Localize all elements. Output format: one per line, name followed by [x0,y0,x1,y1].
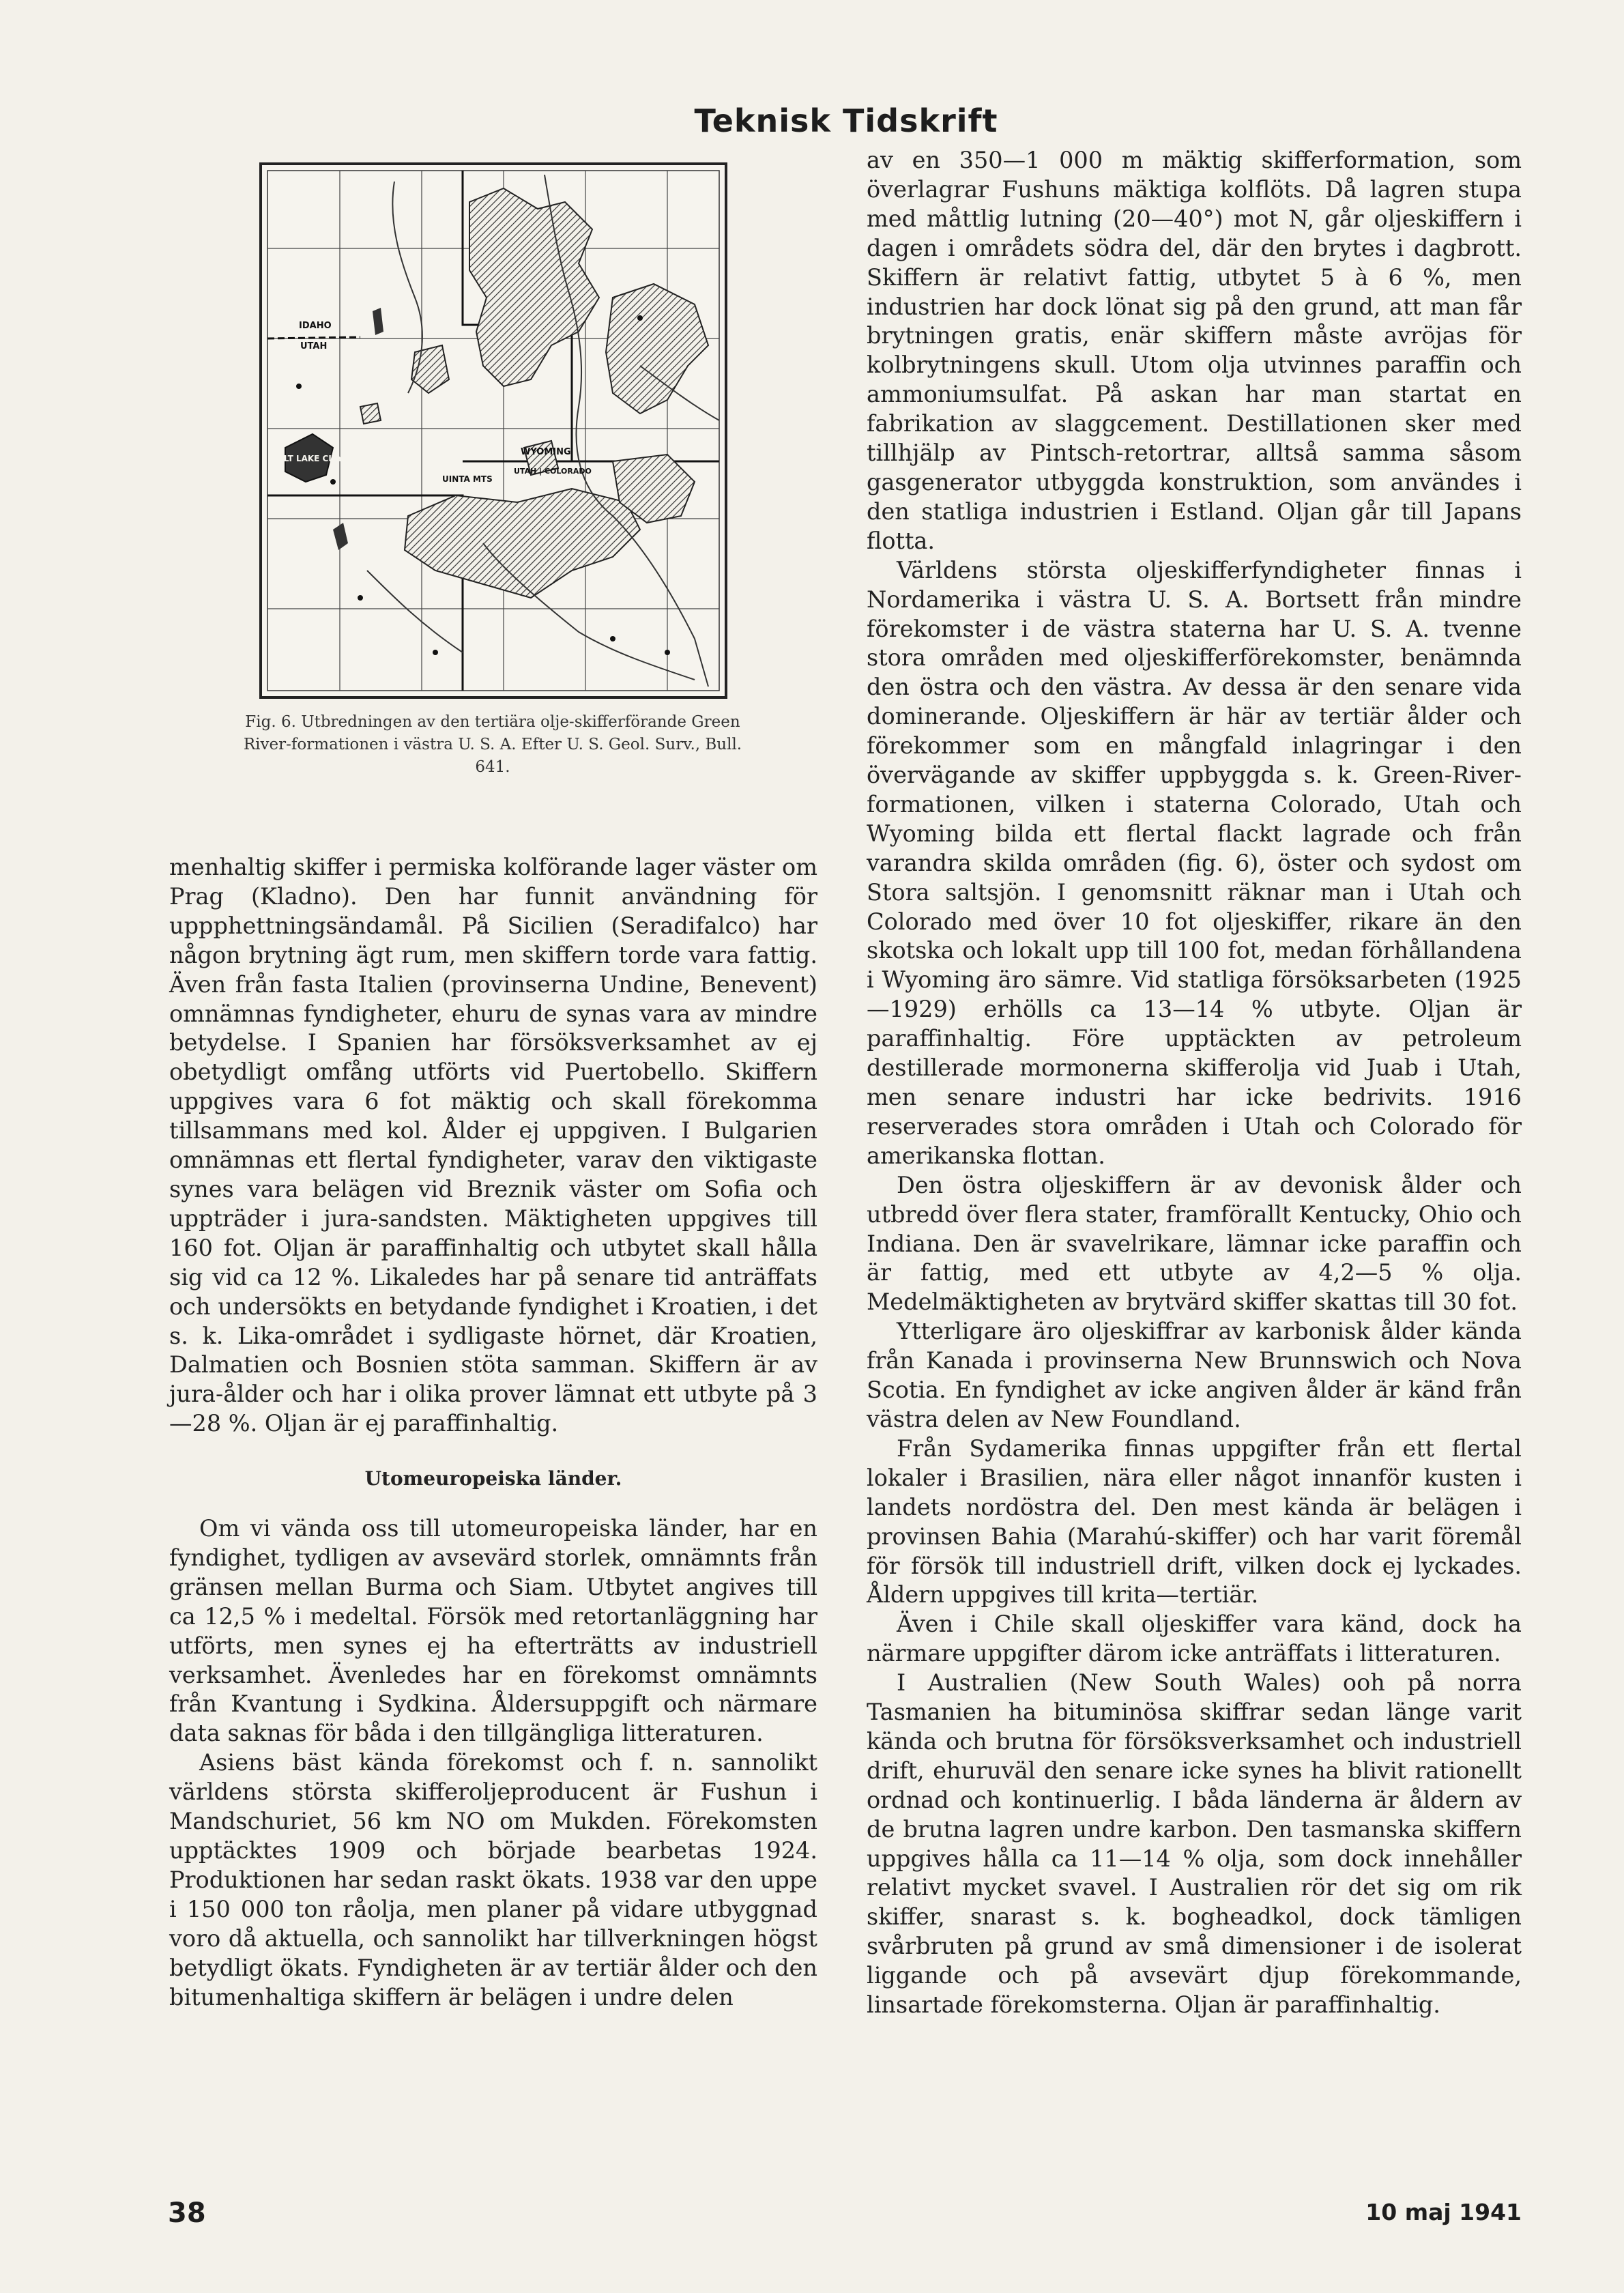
issue-date: 10 maj 1941 [1365,2199,1522,2225]
map-label-salt-lake: SALT LAKE CITY [272,454,343,463]
map-figure-svg [258,161,729,700]
paragraph: Asiens bäst kända förekomst och f. n. sannolikt världens största skifferoljeproducent är Fushun i Mandschuriet, 56 km NO om Mukden. Förekomsten upptäcktes 1909 och började bearbetas 1924. Produktionen har sedan raskt ökats. 1938 var den uppe i 150 000 ton råolja, men planer på vidare utbyggnad voro då aktuella, och sannolikt har tillverkningen högst betydligt ökats. Fyndigheten är av tertiär ålder och den bitumenhaltiga skiffern är belägen i undre delen [169,1749,817,2010]
paragraph: I Australien (New South Wales) ooh på norra Tasmanien ha bituminösa skiffrar sedan länge varit kända och brutna för försöksverksamhet och industriell drift, ehuruväl den senare icke synes ha blivit rationellt ordnad och kontinuerlig. I båda länderna är åldern av de brutna lagren undre karbon. Den tasmanska skiffern uppgives hålla ca 11—14 % olja, som dock innehåller relativt mycket svavel. I Australien rör det sig om rik skiffer, snarast s. k. bogheadkol, dock tämligen svårbruten på grund av små dimensioner i de isolerat liggande och på avsevärt djup förekommande, linsartade förekomsterna. Oljan är paraffinhaltig. [867,1669,1522,2019]
map-label-uinta: UINTA MTS [442,474,493,484]
map-label-utah-north: UTAH [300,341,328,351]
right-column [867,146,1522,2020]
paragraph: menhaltig skiffer i permiska kolförande lager väster om Prag (Kladno). Den har funnit användning för uppphettningsändamål. På Sicilien (Seradifalco) har någon brytning ägt rum, men skiffern torde vara fattig. Även från fasta Italien (provinserna Undine, Benevent) omnämnas fyndigheter, ehuru de synas vara av mindre betydelse. I Spanien har försöksverksamhet av ej obetydligt omfång utförts vid Puertobello. Skiffern uppgives vara 6 fot mäktig och skall förekomma tillsammans med kol. Ålder ej uppgiven. I Bulgarien omnämnas ett flertal fyndigheter, varav den viktigaste synes vara belägen vid Breznik väster om Sofia och uppträder i jura-sandsten. Mäktigheten uppgives till 160 fot. Oljan är paraffinhaltig och utbytet skall hålla sig vid ca 12 %. Likaledes har på senare tid anträffats och undersökts en betydande fyndighet i Kroatien, i det s. k. Lika-området i sydligaste hörnet, där Kroatien, Dalmatien och Bosnien stöta samman. Skiffern är av jura-ålder och har i olika prover lämnat ett utbyte på 3—28 %. Oljan är ej paraffinhaltig. [169,854,817,1437]
paragraph: Ytterligare äro oljeskiffrar av karbonisk ålder kända från Kanada i provinserna New Brunnswich och Nova Scotia. En fyndighet av icke angiven ålder är känd från västra delen av New Foundland. [867,1318,1522,1432]
paragraph: Från Sydamerika finnas uppgifter från ett flertal lokaler i Brasilien, nära eller något innanför kusten i landets nordöstra del. Den mest kända är belägen i provinsen Bahia (Marahú-skiffer) och har varit föremål för försök till industriell drift, vilken dock ej lyckades. Åldern uppgives till krita—tertiär. [867,1434,1522,1609]
figure-caption-text: Fig. 6. Utbredningen av den tertiära olje-skifferförande Green River-formationen i västra U. S. A. Efter U. S. Geol. Surv., Bull. 641. [243,713,742,776]
left-column [169,853,817,2012]
map-label-idaho: IDAHO [299,321,332,331]
oil-shale-area-small-3 [360,403,381,424]
paragraph: av en 350—1 000 m mäktig skifferformation, som överlagrar Fushuns mäktiga kolflöts. Då lagren stupa med måttlig lutning (20—40°) mot N, går oljeskiffern i dagen i områdets södra del, där den brytes i dagbrott. Skiffern är relativt fattig, utbytet 5 à 6 %, men industrien har dock lönat sig på den grund, att man får brytningen gratis, enär skiffern måste avröjas för kolbrytningens skull. Utom olja utvinnes paraffin och ammoniumsulfat. På askan har man startat en fabrikation av slaggcement. Destillationen sker med tillhjälp av Pintsch-retortrar, alltså samma såsom gasgenerator utbyggda konstruktion, som användes i den statliga industrien i Estland. Oljan går till Japans flotta. [867,147,1522,554]
paragraph: Även i Chile skall oljeskiffer vara känd, dock ha närmare uppgifter därom icke anträffats i litteraturen. [867,1611,1522,1667]
map-figure [258,161,729,700]
paragraph: Den östra oljeskiffern är av devonisk ålder och utbredd över flera stater, framförallt Kentucky, Ohio och Indiana. Den är svavelrikare, lämnar icke paraffin och är fattig, med ett utbyte av 4,2—5 % olja. Medelmäktigheten av brytvärd skiffer skattas till 30 fot. [867,1171,1522,1316]
map-label-utah-colorado: UTAH | COLORADO [514,467,592,476]
journal-title: Teknisk Tidskrift [694,102,998,139]
figure-caption [225,711,760,779]
section-heading: Utomeuropeiska länder. [364,1467,622,1490]
paragraph: Om vi vända oss till utomeuropeiska länder, har en fyndighet, tydligen av avsevärd storlek, omnämnts från gränsen mellan Burma och Siam. Utbytet angives till ca 12,5 % i medeltal. Försök med retortanläggning har utförts, men synes ej ha efterträtts av industriell verksamhet. Ävenledes har en förekomst omnämnts från Kvantung i Sydkina. Åldersuppgift och närmare data saknas för båda i den tillgängliga litteraturen. [169,1515,817,1747]
paragraph: Världens största oljeskifferfyndigheter finnas i Nordamerika i västra U. S. A. Bortsett från mindre förekomster i de västra staterna har U. S. A. tvenne stora områden med oljeskifferförekomster, benämnda den östra och den västra. Av dessa är den senare vida dominerande. Oljeskiffern är här av tertiär ålder och förekommer som en mångfald inlagringar i den övervägande av skiffer uppbyggda s. k. Green-River-formationen, vilken i staterna Colorado, Utah och Wyoming bilda ett flertal flackt lagrade och från varandra skilda områden (fig. 6), öster och sydost om Stora saltsjön. I genomsnitt räknar man i Utah och Colorado med över 10 fot oljeskiffer, rikare än den skotska och lokalt upp till 100 fot, medan förhållandena i Wyoming äro sämre. Vid statliga försöksarbeten (1925—1929) erhölls ca 13—14 % utbyte. Oljan är paraffinhaltig. Före upptäckten av petroleum destillerade mormonerna skifferolja vid Juab i Utah, men senare industri har icke bedrivits. 1916 reserverades stora områden i Utah och Colorado för amerikanska flottan. [867,556,1522,1169]
page-number: 38 [168,2197,206,2229]
map-label-wyoming: WYOMING [521,447,571,457]
